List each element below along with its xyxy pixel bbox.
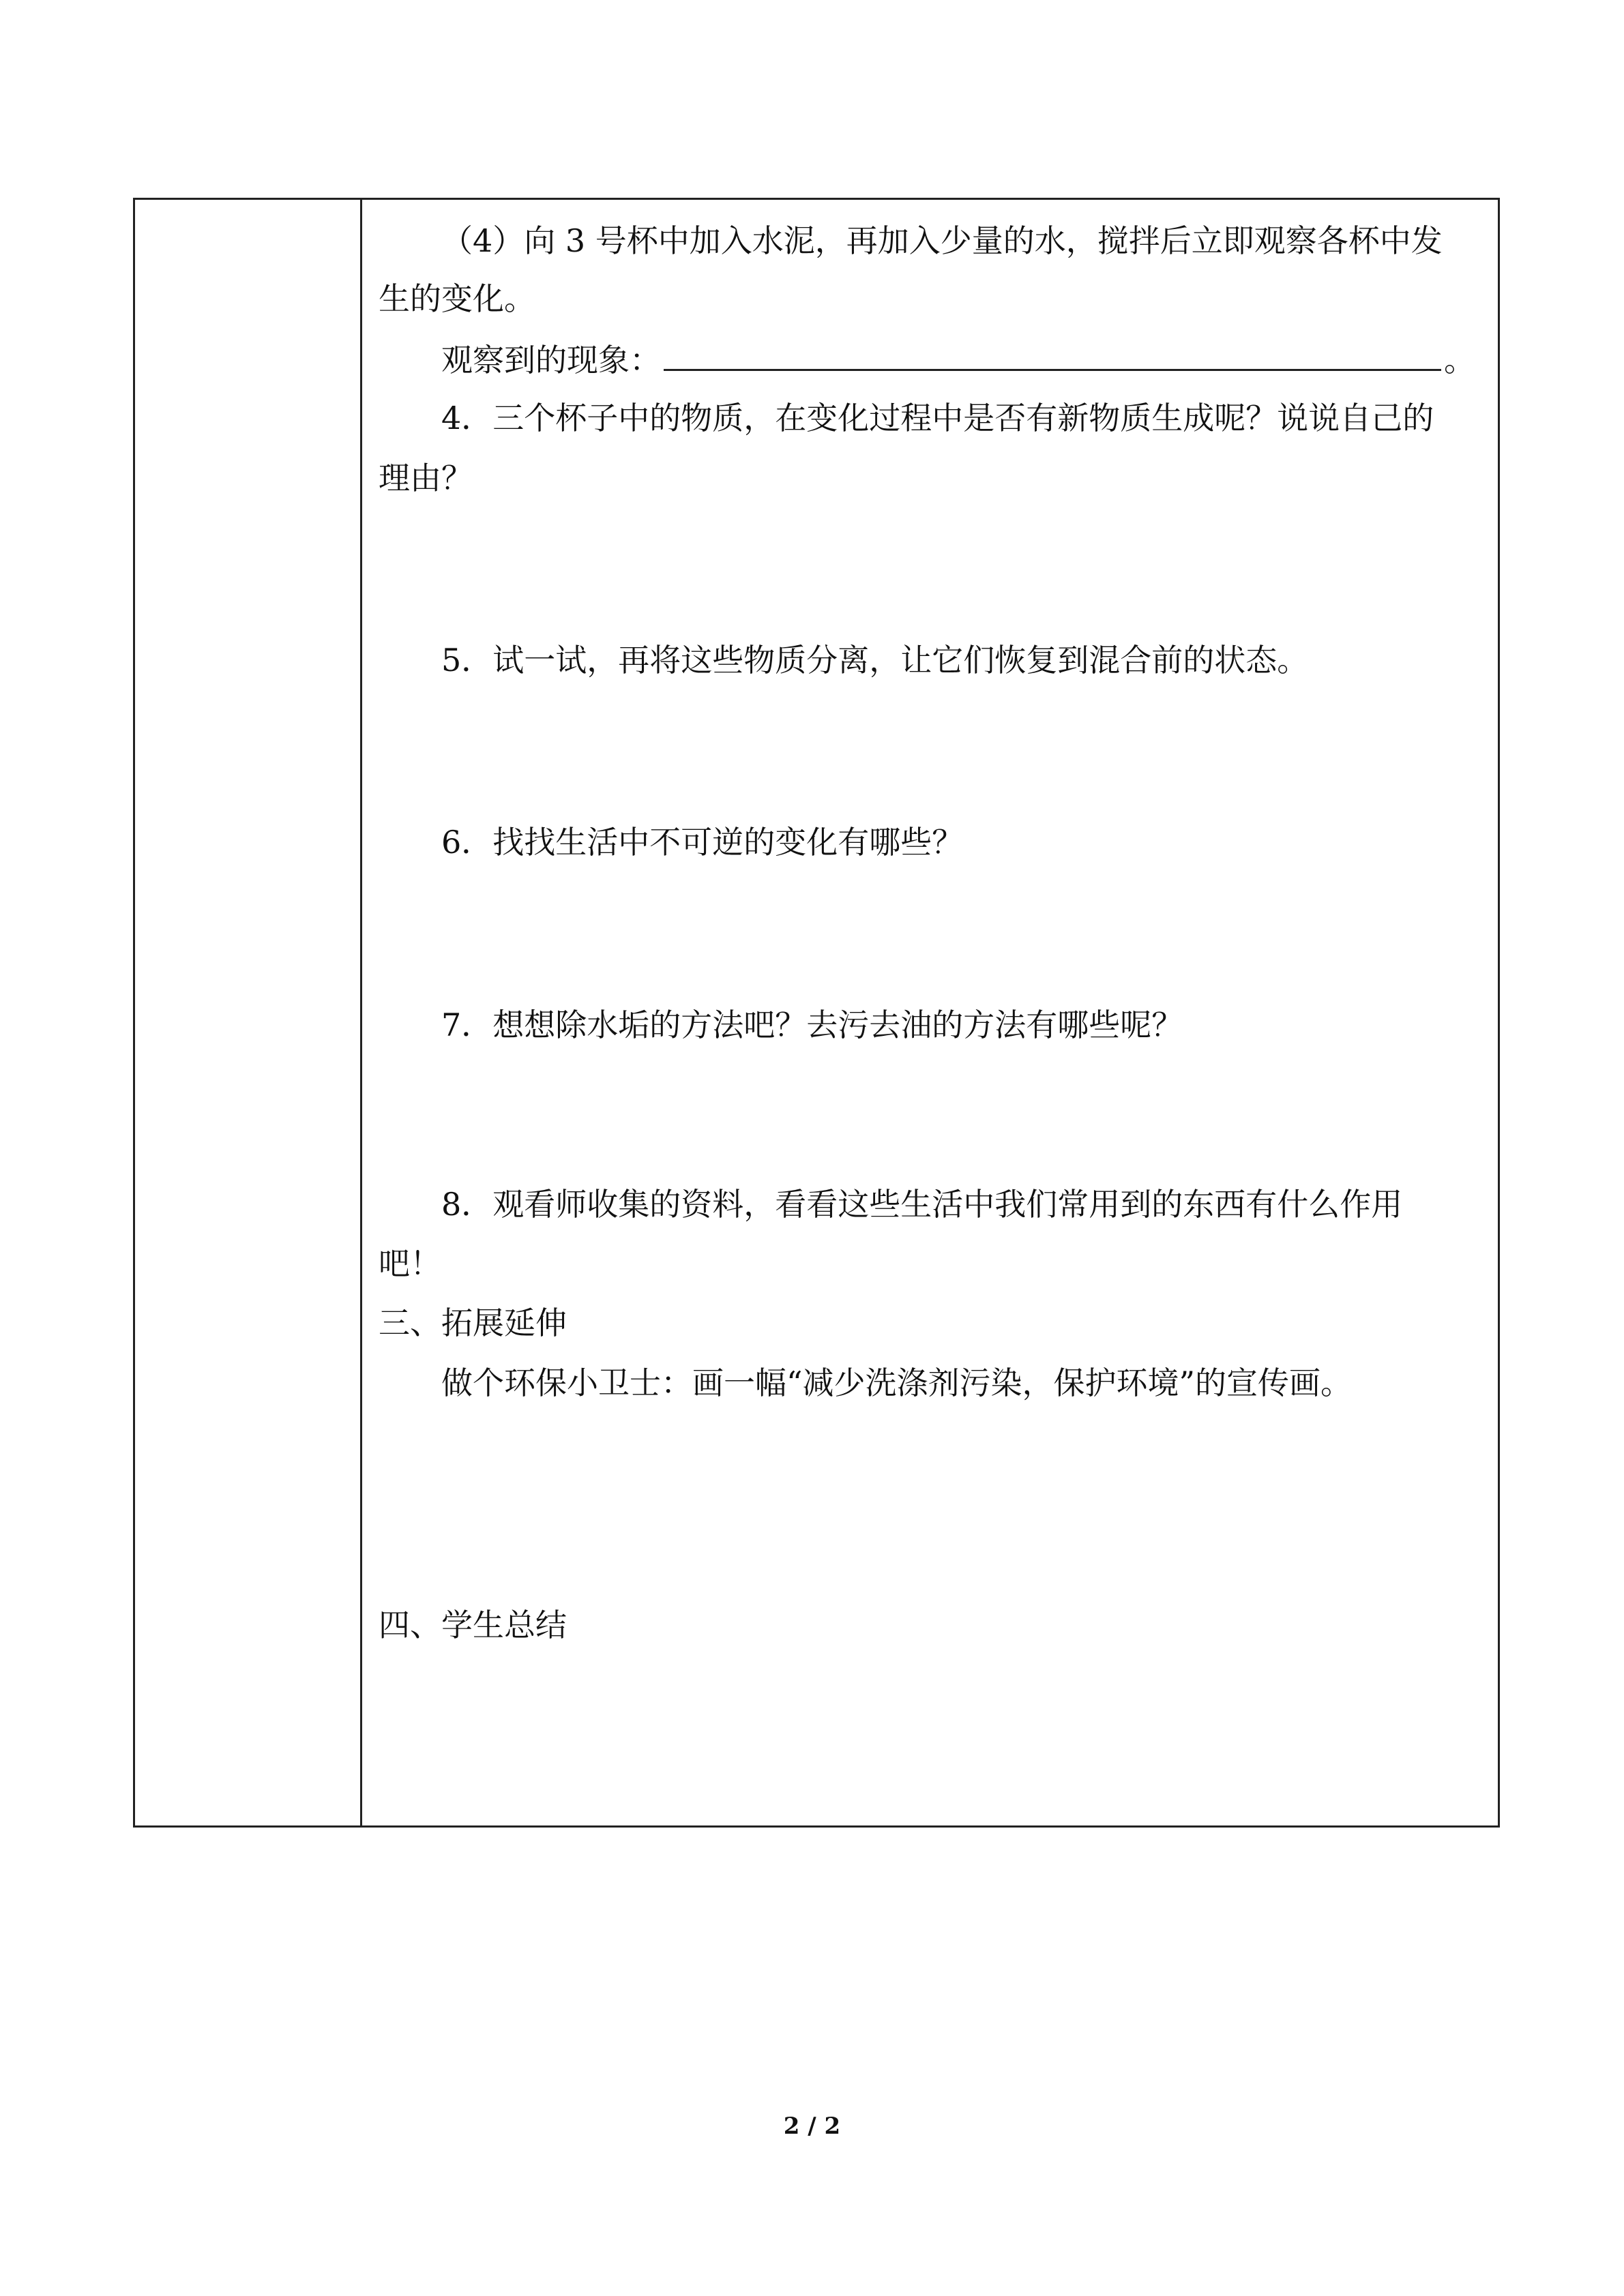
question-6: 6．找找生活中不可逆的变化有哪些？ [441, 824, 964, 861]
question-8-line2: 吧！ [379, 1245, 441, 1282]
observation-line [441, 340, 1475, 381]
worksheet-table [133, 198, 1500, 1828]
question-5: 5．试一试，再将这些物质分离，让它们恢复到混合前的状态。 [441, 642, 1309, 679]
section-3-task: 做个环保小卫士：画一幅“减少洗涤剂污染，保护环境”的宣传画。 [441, 1365, 1353, 1401]
question-4-line1: 4．三个杯子中的物质，在变化过程中是否有新物质生成呢？说说自己的 [441, 400, 1434, 436]
observation-label: 观察到的现象： [441, 342, 661, 378]
section-4-heading: 四、学生总结 [379, 1607, 567, 1643]
observation-end: 。 [1444, 342, 1475, 378]
question-7: 7．想想除水垢的方法吧？去污去油的方法有哪些呢？ [441, 1007, 1183, 1043]
page-number: 2 / 2 [783, 2113, 841, 2140]
step4-line1: （4）向 3 号杯中加入水泥，再加入少量的水，搅拌后立即观察各杯中发 [441, 222, 1443, 259]
step4-line2: 生的变化。 [379, 280, 535, 317]
observation-blank[interactable] [664, 340, 1441, 371]
content-cell [379, 200, 1483, 1825]
left-column-cell [135, 200, 362, 1825]
section-3-heading: 三、拓展延伸 [379, 1304, 567, 1341]
question-4-line2: 理由？ [379, 460, 473, 496]
question-8-line1: 8．观看师收集的资料，看看这些生活中我们常用到的东西有什么作用 [441, 1186, 1403, 1223]
